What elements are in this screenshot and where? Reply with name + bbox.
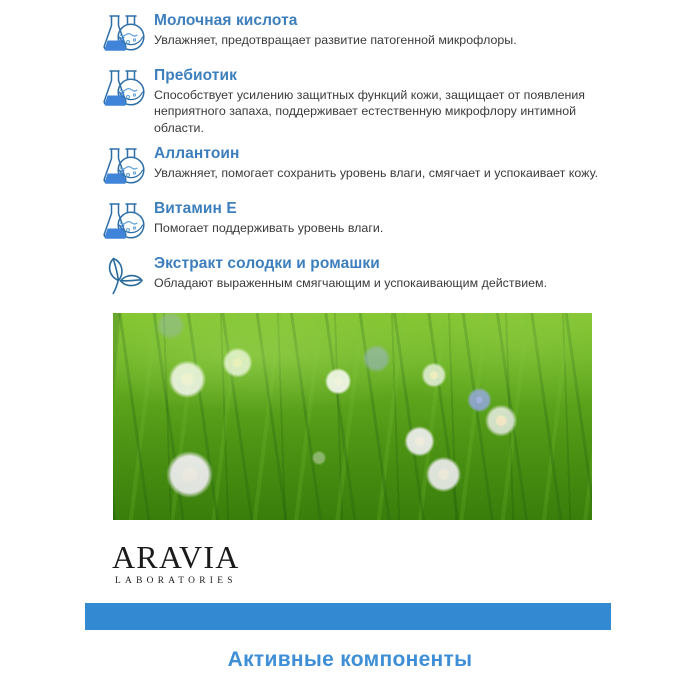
flask-pair-icon xyxy=(100,65,148,113)
list-item xyxy=(100,65,610,136)
leaf-icon xyxy=(100,253,148,301)
ingredient-text xyxy=(154,143,610,181)
ingredient-description: Обладают выраженным смягчающим и успокаивающим действием. xyxy=(154,276,548,291)
brand-name: ARAVIA xyxy=(112,539,240,575)
page-title: Активные компоненты xyxy=(227,648,473,671)
ingredient-text xyxy=(154,198,610,236)
ingredient-title: Пребиотик xyxy=(154,67,237,84)
ingredient-title: Аллантоин xyxy=(154,145,240,163)
active-ingredients-list xyxy=(100,10,610,308)
daisy-meadow-photo xyxy=(113,313,592,520)
list-item xyxy=(100,198,610,246)
flask-pair-icon xyxy=(100,10,148,58)
flask-pair-icon xyxy=(100,143,148,191)
ingredient-description: Помогает поддерживать уровень влаги. xyxy=(154,221,384,236)
ingredient-text xyxy=(154,253,610,291)
accent-bar xyxy=(85,603,611,630)
ingredient-description: Способствует усилению защитных функций кожи, защищает от появления неприятного запаха, поддерживает естественную микрофлору интимной области. xyxy=(154,88,586,135)
ingredient-description: Увлажняет, помогает сохранить уровень влаги, смягчает и успокаивает кожу. xyxy=(154,166,599,181)
ingredient-title: Экстракт солодки и ромашки xyxy=(154,255,380,273)
brand-tagline: LABORATORIES xyxy=(115,576,237,586)
list-item xyxy=(100,253,610,301)
flask-pair-icon xyxy=(100,198,148,246)
photo-content xyxy=(113,313,592,520)
ingredient-text xyxy=(154,65,610,136)
ingredient-text xyxy=(154,10,610,48)
ingredient-title: Молочная кислота xyxy=(154,12,298,29)
ingredient-description: Увлажняет, предотвращает развитие патогенной микрофлоры. xyxy=(154,33,517,47)
brand-logo xyxy=(112,540,292,587)
list-item xyxy=(100,10,610,58)
ingredient-title: Витамин Е xyxy=(154,200,237,218)
list-item xyxy=(100,143,610,191)
